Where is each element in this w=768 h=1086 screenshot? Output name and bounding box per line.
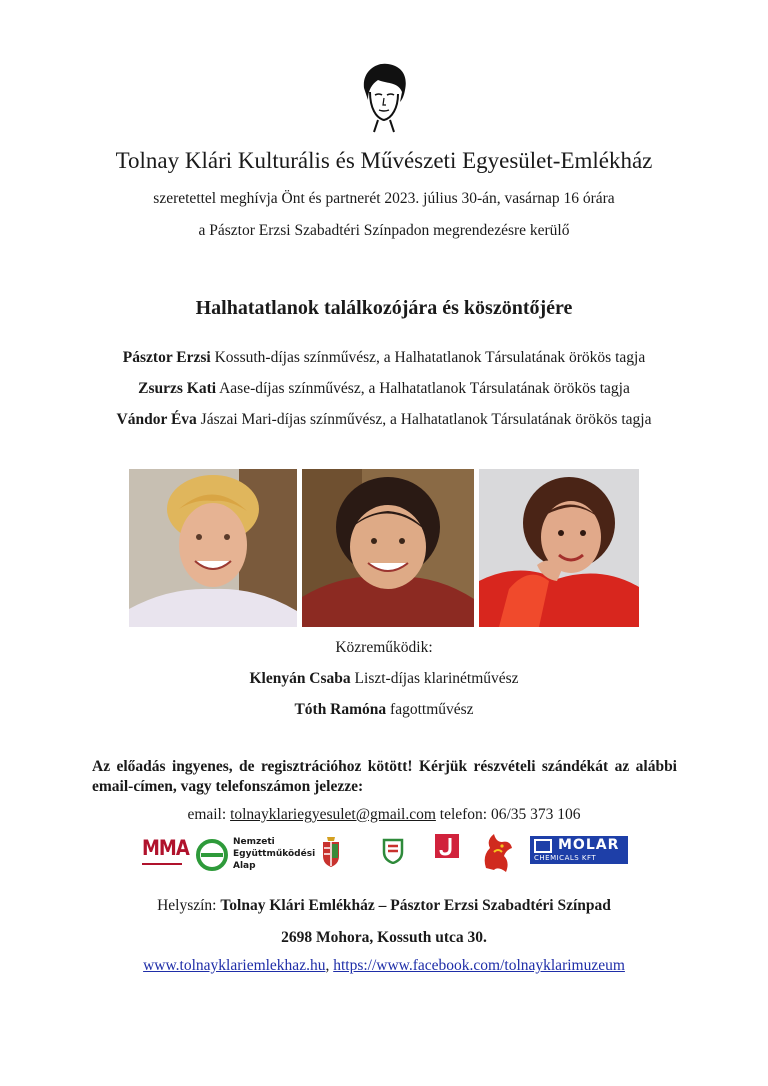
nea-emblem-icon: [195, 838, 229, 872]
dragon-emblem-icon: [480, 832, 516, 879]
venue-address: 2698 Mohora, Kossuth utca 30.: [281, 929, 487, 946]
email-link[interactable]: tolnayklariegyesulet@gmail.com: [230, 806, 436, 823]
contributor-desc: fagottművész: [386, 701, 474, 718]
facebook-link[interactable]: https://www.facebook.com/tolnayklarimuzeum: [333, 957, 625, 974]
hungarian-coat-of-arms-icon: [320, 836, 342, 873]
contributor-line: [0, 670, 768, 688]
photo-vandor-eva: [479, 469, 639, 627]
venue-name: Tolnay Klári Emlékház – Pásztor Erzsi Szabadtéri Színpad: [220, 897, 611, 914]
mma-logo: MMA: [142, 838, 189, 865]
contributor-line: [0, 701, 768, 719]
venue-line: [0, 897, 768, 915]
photo-zsurzs-kati: [302, 469, 474, 627]
photo-pasztor-erzsi: [129, 469, 297, 627]
artist-line: [0, 380, 768, 398]
registration-notice: Az előadás ingyenes, de regisztrációhoz kötött! Kérjük részvételi szándékát az alábbi email-címen, vagy telefonszámon jelezze:: [92, 758, 677, 795]
event-headline: Halhatatlanok találkozójára és köszöntőjére: [195, 297, 573, 319]
artist-desc: Aase-díjas színművész, a Halhatatlanok Társulatának örökös tagja: [216, 380, 630, 397]
artist-desc: Kossuth-díjas színművész, a Halhatatlanok Társulatának örökös tagja: [210, 349, 646, 366]
contributors-heading: Közreműködik:: [335, 639, 433, 656]
artist-name: Vándor Éva: [116, 411, 197, 428]
organization-title: Tolnay Klári Kulturális és Művészeti Egyesület-Emlékház: [115, 148, 653, 173]
bethlen-gabor-logo: [380, 836, 406, 869]
artist-desc: Jászai Mari-díjas színművész, a Halhatatlanok Társulatának örökös tagja: [196, 411, 652, 428]
molar-chemicals-logo: MOLAR CHEMICALS KFT: [530, 836, 628, 864]
portrait-sketch-icon: [358, 62, 410, 134]
jozsef-attila-szinhaz-logo: [435, 834, 459, 863]
artist-line: [0, 349, 768, 367]
phone-label: telefon:: [435, 806, 491, 823]
website-link[interactable]: www.tolnayklariemlekhaz.hu: [143, 957, 326, 974]
artist-line: [0, 411, 768, 429]
artist-name: Pásztor Erzsi: [122, 349, 211, 366]
web-links: www.tolnayklariemlekhaz.hu, https://www.facebook.com/tolnayklarimuzeum: [143, 957, 625, 974]
contributor-name: Tóth Ramóna: [294, 701, 387, 718]
invitation-line-1: szeretettel meghívja Önt és partnerét 2023. július 30-án, vasárnap 16 órára: [153, 190, 615, 207]
contact-line: [0, 806, 768, 824]
artist-name: Zsurzs Kati: [138, 380, 217, 397]
sponsor-logos: MMA Nemzeti Együttműködési Alap MOLAR CHEMICALS KFT: [140, 832, 630, 878]
invitation-line-2: a Pásztor Erzsi Szabadtéri Színpadon megrendezésre kerülő: [198, 222, 570, 239]
contributor-name: Klenyán Csaba: [249, 670, 351, 687]
phone-number: 06/35 373 106: [490, 806, 581, 823]
venue-label: Helyszín:: [157, 897, 221, 914]
email-label: email:: [187, 806, 231, 823]
contributor-desc: Liszt-díjas klarinétművész: [350, 670, 519, 687]
